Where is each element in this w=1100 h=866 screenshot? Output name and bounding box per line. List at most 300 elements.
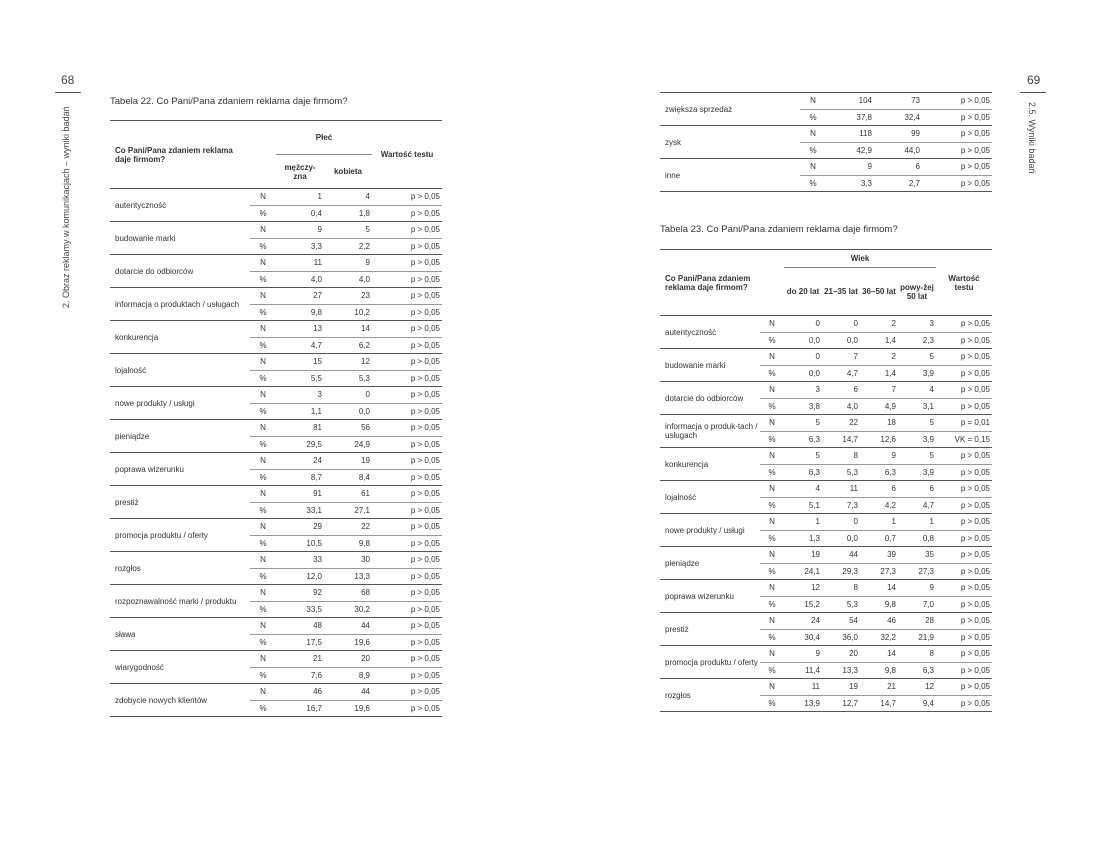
table-22-cont-pct-value: 3,3	[826, 175, 874, 192]
table-22-cont-row-label: zwiększa sprzedaż	[660, 93, 800, 126]
table-22-row-label: budowanie marki	[110, 222, 250, 255]
table-23-test-value: p = 0,01	[936, 415, 992, 432]
table-22-n-value: 12	[324, 354, 372, 371]
table-22-row-label: wiarygodność	[110, 651, 250, 684]
table-22-n-value: 14	[324, 321, 372, 338]
table-23-n-value: 39	[860, 547, 898, 564]
table-23-n-value: 35	[898, 547, 936, 564]
running-head-left: 2. Obraz reklamy w komunikacjach – wyniki badań	[61, 106, 71, 308]
table-23	[660, 249, 992, 712]
table-23-row-label: poprawa wizerunku	[660, 580, 760, 613]
table-23-marker-n: N	[760, 613, 784, 630]
table-22-continuation	[660, 92, 992, 192]
table-23-pct-value: 27,3	[860, 563, 898, 580]
table-22-marker-pct: %	[250, 667, 276, 684]
table-23-marker-n: N	[760, 580, 784, 597]
table-22-marker-n: N	[250, 288, 276, 305]
table-23-row-n	[660, 481, 992, 498]
table-22-marker-n: N	[250, 519, 276, 536]
table-22-n-value: 48	[276, 618, 324, 635]
table-22-cont-row-n	[660, 159, 992, 176]
table-23-marker-n: N	[760, 316, 784, 333]
table-23-n-value: 9	[898, 580, 936, 597]
table-23-pct-value: 4,7	[898, 497, 936, 514]
table-23-marker-pct: %	[760, 695, 784, 712]
table-22-marker-n: N	[250, 486, 276, 503]
table-23-test-value: p > 0,05	[936, 349, 992, 366]
table-22-pct-value: 0,0	[324, 403, 372, 420]
table-22-row-label: informacja o produktach / usługach	[110, 288, 250, 321]
table-23-col-age-3: powy-żej 50 lat	[898, 268, 936, 316]
table-23-pct-value: 15,2	[784, 596, 822, 613]
table-22-pct-value: 4,7	[276, 337, 324, 354]
table-22-pct-value: 7,6	[276, 667, 324, 684]
table-22-cont-n-value: 99	[874, 126, 922, 143]
table-23-test-value: VK = 0,15	[936, 431, 992, 448]
table-23-marker-pct: %	[760, 530, 784, 547]
table-23-pct-value: 1,4	[860, 365, 898, 382]
table-22-row-label: nowe produkty / usługi	[110, 387, 250, 420]
table-22-marker-n: N	[250, 387, 276, 404]
table-23-row-label: autentyczność	[660, 316, 760, 349]
table-23-n-value: 1	[898, 514, 936, 531]
table-22-row-label: zdobycie nowych klientów	[110, 684, 250, 717]
table-22-marker-n: N	[250, 189, 276, 206]
table-23-pct-value: 3,9	[898, 365, 936, 382]
table-22-cont-marker-pct: %	[800, 142, 826, 159]
table-22-n-value: 15	[276, 354, 324, 371]
table-23-n-value: 12	[784, 580, 822, 597]
table-22-cont-pct-value: 2,7	[874, 175, 922, 192]
table-22-pct-value: 10,2	[324, 304, 372, 321]
table-23-test-value: p > 0,05	[936, 563, 992, 580]
table-23-pct-value: 4,2	[860, 497, 898, 514]
table-23-pct-value: 7,3	[822, 497, 860, 514]
table-23-n-value: 7	[860, 382, 898, 399]
table-22-test-value: p > 0,05	[372, 651, 442, 668]
table-22-n-value: 19	[324, 453, 372, 470]
table-23-pct-value: 29,3	[822, 563, 860, 580]
table-23-pct-value: 1,4	[860, 332, 898, 349]
table-22-test-value: p > 0,05	[372, 486, 442, 503]
table-23-test-value: p > 0,05	[936, 662, 992, 679]
table-23-n-value: 44	[822, 547, 860, 564]
table-22-pct-value: 33,1	[276, 502, 324, 519]
table-22-cont-row-label: zysk	[660, 126, 800, 159]
table-23-pct-value: 4,7	[822, 365, 860, 382]
table-23-n-value: 14	[860, 580, 898, 597]
table-23-row-n	[660, 580, 992, 597]
table-23-n-value: 2	[860, 316, 898, 333]
table-22-test-value: p > 0,05	[372, 502, 442, 519]
table-23-row-n	[660, 514, 992, 531]
table-23-n-value: 11	[822, 481, 860, 498]
table-22-n-value: 11	[276, 255, 324, 272]
table-23-marker-pct: %	[760, 563, 784, 580]
table-23-pct-value: 5,3	[822, 596, 860, 613]
table-22-cont-pct-value: 37,8	[826, 109, 874, 126]
table-23-n-value: 6	[822, 382, 860, 399]
running-head-right: 2.5. Wyniki badań	[1027, 102, 1037, 174]
table-22-test-value: p > 0,05	[372, 667, 442, 684]
table-23-n-value: 22	[822, 415, 860, 432]
table-23-row-n	[660, 646, 992, 663]
table-23-marker-pct: %	[760, 629, 784, 646]
table-23-test-value: p > 0,05	[936, 365, 992, 382]
table-22-row-n	[110, 552, 442, 569]
table-22-test-value: p > 0,05	[372, 684, 442, 701]
table-22-marker-pct: %	[250, 370, 276, 387]
table-22-cont-pct-value: 32,4	[874, 109, 922, 126]
table-22-pct-value: 30,2	[324, 601, 372, 618]
table-22-n-value: 9	[324, 255, 372, 272]
table-23-n-value: 1	[784, 514, 822, 531]
table-23-row-n	[660, 382, 992, 399]
table-23-n-value: 5	[784, 448, 822, 465]
table-23-n-value: 6	[898, 481, 936, 498]
table-23-question-header: Co Pani/Pana zdaniem reklama daje firmom?	[660, 250, 760, 316]
table-22-n-value: 0	[324, 387, 372, 404]
table-23-pct-value: 11,4	[784, 662, 822, 679]
table-22-test-value: p > 0,05	[372, 469, 442, 486]
table-23-test-value: p > 0,05	[936, 596, 992, 613]
table-22-marker-pct: %	[250, 436, 276, 453]
table-22-pct-value: 19,6	[324, 700, 372, 717]
table-23-marker-n: N	[760, 382, 784, 399]
table-22-marker-pct: %	[250, 238, 276, 255]
table-22-pct-value: 1,8	[324, 205, 372, 222]
table-23-pct-value: 4,0	[822, 398, 860, 415]
table-22-marker-n: N	[250, 618, 276, 635]
table-22-pct-value: 27,1	[324, 502, 372, 519]
table-22-row-n	[110, 288, 442, 305]
table-22-n-value: 68	[324, 585, 372, 602]
table-22-pct-value: 4,0	[324, 271, 372, 288]
table-22-test-value: p > 0,05	[372, 601, 442, 618]
table-22-marker-pct: %	[250, 403, 276, 420]
table-22-row-n	[110, 420, 442, 437]
page-number-rule-right	[1020, 92, 1046, 93]
table-23-test-value: p > 0,05	[936, 332, 992, 349]
table-22-n-value: 21	[276, 651, 324, 668]
table-22-marker-pct: %	[250, 601, 276, 618]
table-23-test-value: p > 0,05	[936, 448, 992, 465]
table-23-pct-value: 0,7	[860, 530, 898, 547]
table-23-caption: Tabela 23. Co Pani/Pana zdaniem reklama daje firmom?	[660, 224, 898, 235]
table-22-row-n	[110, 585, 442, 602]
table-22-marker-pct: %	[250, 634, 276, 651]
table-22-marker-pct: %	[250, 205, 276, 222]
table-23-row-n	[660, 448, 992, 465]
table-22-marker-pct: %	[250, 535, 276, 552]
page-number-left: 68	[61, 73, 75, 87]
table-22-caption: Tabela 22. Co Pani/Pana zdaniem reklama daje firmom?	[110, 96, 348, 107]
table-23-col-age-1: 21–35 lat	[822, 268, 860, 316]
table-22-cont-n-value: 118	[826, 126, 874, 143]
table-22-row-label: promocja produktu / oferty	[110, 519, 250, 552]
table-23-n-value: 3	[898, 316, 936, 333]
table-22-pct-value: 2,2	[324, 238, 372, 255]
table-22-marker-n: N	[250, 651, 276, 668]
table-23-row-label: prestiż	[660, 613, 760, 646]
table-23-n-value: 18	[860, 415, 898, 432]
table-22-marker-n: N	[250, 420, 276, 437]
table-23-n-value: 5	[784, 415, 822, 432]
table-22-test-value: p > 0,05	[372, 519, 442, 536]
table-22-row-n	[110, 354, 442, 371]
table-23-test-value: p > 0,05	[936, 613, 992, 630]
table-22-pct-value: 9,8	[324, 535, 372, 552]
table-22-test-value: p > 0,05	[372, 436, 442, 453]
table-22-cont-marker-n: N	[800, 126, 826, 143]
table-23-n-value: 0	[784, 316, 822, 333]
table-23-test-value: p > 0,05	[936, 530, 992, 547]
table-23-row-label: budowanie marki	[660, 349, 760, 382]
table-22-cont-n-value: 9	[826, 159, 874, 176]
table-22-n-value: 13	[276, 321, 324, 338]
table-23-test-value: p > 0,05	[936, 514, 992, 531]
table-23-pct-value: 0,0	[784, 365, 822, 382]
table-23-pct-value: 6,3	[898, 662, 936, 679]
table-23-pct-value: 9,4	[898, 695, 936, 712]
table-23-row-label: nowe produkty / usługi	[660, 514, 760, 547]
table-23-n-value: 21	[860, 679, 898, 696]
table-22-row-label: rozgłos	[110, 552, 250, 585]
table-23-pct-value: 21,9	[898, 629, 936, 646]
table-22-pct-value: 19,6	[324, 634, 372, 651]
table-23-pct-value: 32,2	[860, 629, 898, 646]
table-23-pct-value: 12,7	[822, 695, 860, 712]
table-23-test-value: p > 0,05	[936, 464, 992, 481]
table-22-cont-n-value: 6	[874, 159, 922, 176]
table-22-test-value: p > 0,05	[372, 321, 442, 338]
table-22-marker-pct: %	[250, 271, 276, 288]
table-22-n-value: 33	[276, 552, 324, 569]
table-22-marker-n: N	[250, 255, 276, 272]
table-22-n-value: 91	[276, 486, 324, 503]
table-22-cont-test-value: p > 0,05	[922, 159, 992, 176]
table-22-n-value: 44	[324, 618, 372, 635]
table-23-row-label: konkurencja	[660, 448, 760, 481]
table-22-marker-n: N	[250, 453, 276, 470]
table-23-n-value: 2	[860, 349, 898, 366]
table-22-cont-test-value: p > 0,05	[922, 109, 992, 126]
table-22-row-n	[110, 321, 442, 338]
table-23-test-value: p > 0,05	[936, 382, 992, 399]
table-23-marker-pct: %	[760, 398, 784, 415]
table-22-marker-n: N	[250, 354, 276, 371]
table-23-n-value: 14	[860, 646, 898, 663]
table-22-n-value: 46	[276, 684, 324, 701]
table-22-group-header: Płeć	[276, 121, 372, 155]
table-22-test-header: Wartość testu	[372, 121, 442, 189]
table-22-test-value: p > 0,05	[372, 189, 442, 206]
table-23-test-value: p > 0,05	[936, 547, 992, 564]
table-22-test-value: p > 0,05	[372, 271, 442, 288]
table-22-marker-n: N	[250, 222, 276, 239]
table-23-n-value: 4	[784, 481, 822, 498]
table-22-test-value: p > 0,05	[372, 700, 442, 717]
table-23-row-label: dotarcie do odbiorców	[660, 382, 760, 415]
table-22-row-n	[110, 651, 442, 668]
table-23-test-header: Wartość testu	[936, 250, 992, 316]
table-22-row-n	[110, 387, 442, 404]
table-22-cont-row-n	[660, 126, 992, 143]
table-23-test-value: p > 0,05	[936, 481, 992, 498]
table-22-cont-pct-value: 44,0	[874, 142, 922, 159]
table-23-row-n	[660, 547, 992, 564]
table-22-n-value: 22	[324, 519, 372, 536]
table-22-cont-marker-pct: %	[800, 175, 826, 192]
table-23-pct-value: 14,7	[822, 431, 860, 448]
table-23-test-value: p > 0,05	[936, 497, 992, 514]
table-23-n-value: 8	[898, 646, 936, 663]
table-22-test-value: p > 0,05	[372, 370, 442, 387]
table-23-test-value: p > 0,05	[936, 695, 992, 712]
table-23-pct-value: 3,9	[898, 431, 936, 448]
table-23-n-value: 9	[784, 646, 822, 663]
table-22-row-label: poprawa wizerunku	[110, 453, 250, 486]
table-22-test-value: p > 0,05	[372, 354, 442, 371]
table-22-test-value: p > 0,05	[372, 535, 442, 552]
table-22-col-male: mężczy-zna	[276, 155, 324, 189]
table-23-n-value: 46	[860, 613, 898, 630]
table-22-cont-test-value: p > 0,05	[922, 142, 992, 159]
table-23-row-n	[660, 415, 992, 432]
table-22-test-value: p > 0,05	[372, 222, 442, 239]
table-22-pct-value: 5,5	[276, 370, 324, 387]
table-23-test-value: p > 0,05	[936, 629, 992, 646]
table-22-row-n	[110, 189, 442, 206]
table-22-row-label: autentyczność	[110, 189, 250, 222]
table-23-marker-n: N	[760, 646, 784, 663]
table-22-test-value: p > 0,05	[372, 288, 442, 305]
table-22-cont-pct-value: 42,9	[826, 142, 874, 159]
table-22-n-value: 1	[276, 189, 324, 206]
table-22-marker-n: N	[250, 585, 276, 602]
table-22-row-n	[110, 684, 442, 701]
table-23-marker-n: N	[760, 481, 784, 498]
table-23-pct-value: 7,0	[898, 596, 936, 613]
table-23-pct-value: 0,0	[822, 332, 860, 349]
table-22-row-n	[110, 486, 442, 503]
table-23-n-value: 3	[784, 382, 822, 399]
table-23-row-label: rozgłos	[660, 679, 760, 712]
table-23-n-value: 5	[898, 349, 936, 366]
table-23-pct-value: 3,9	[898, 464, 936, 481]
table-23-pct-value: 9,8	[860, 662, 898, 679]
table-22-marker-pct: %	[250, 469, 276, 486]
table-22-row-label: lojalność	[110, 354, 250, 387]
table-22-test-value: p > 0,05	[372, 552, 442, 569]
table-22-test-value: p > 0,05	[372, 618, 442, 635]
table-22-cont-row-label: inne	[660, 159, 800, 192]
table-23-marker-pct: %	[760, 332, 784, 349]
table-23-pct-value: 0,8	[898, 530, 936, 547]
table-22-n-value: 92	[276, 585, 324, 602]
table-23-n-value: 7	[822, 349, 860, 366]
table-23-marker-n: N	[760, 514, 784, 531]
table-23-marker-pct: %	[760, 431, 784, 448]
table-22-cont-marker-n: N	[800, 93, 826, 110]
table-22-n-value: 27	[276, 288, 324, 305]
table-22-row-label: pieniądze	[110, 420, 250, 453]
table-23-pct-value: 3,1	[898, 398, 936, 415]
table-22-pct-value: 29,5	[276, 436, 324, 453]
table-23-col-age-0: do 20 lat	[784, 268, 822, 316]
table-23-pct-value: 14,7	[860, 695, 898, 712]
table-23-row-n	[660, 316, 992, 333]
table-23-n-value: 9	[860, 448, 898, 465]
table-22-test-value: p > 0,05	[372, 568, 442, 585]
table-23-n-value: 6	[860, 481, 898, 498]
table-22-n-value: 3	[276, 387, 324, 404]
table-23-pct-value: 5,1	[784, 497, 822, 514]
table-22-row-n	[110, 618, 442, 635]
table-22-n-value: 29	[276, 519, 324, 536]
table-22-marker-pct: %	[250, 304, 276, 321]
table-22-row-label: rozpoznawalność marki / produktu	[110, 585, 250, 618]
table-22-pct-value: 5,3	[324, 370, 372, 387]
table-23-n-value: 8	[822, 448, 860, 465]
table-23-row-n	[660, 679, 992, 696]
table-22-marker-n: N	[250, 684, 276, 701]
table-23-pct-value: 0,0	[822, 530, 860, 547]
table-23-test-value: p > 0,05	[936, 646, 992, 663]
table-23-test-value: p > 0,05	[936, 316, 992, 333]
table-23-n-value: 19	[784, 547, 822, 564]
table-22-n-value: 30	[324, 552, 372, 569]
table-23-row-label: promocja produktu / oferty	[660, 646, 760, 679]
page-number-right: 69	[1027, 73, 1041, 87]
table-22-row-n	[110, 453, 442, 470]
table-22-cont-marker-n: N	[800, 159, 826, 176]
table-22-pct-value: 8,7	[276, 469, 324, 486]
table-23-test-value: p > 0,05	[936, 679, 992, 696]
table-22-row-n	[110, 519, 442, 536]
table-22-test-value: p > 0,05	[372, 585, 442, 602]
table-22-test-value: p > 0,05	[372, 205, 442, 222]
table-22-pct-value: 0,4	[276, 205, 324, 222]
table-22-pct-value: 12,0	[276, 568, 324, 585]
table-23-pct-value: 9,8	[860, 596, 898, 613]
table-23-pct-value: 0,0	[784, 332, 822, 349]
table-22-cont-test-value: p > 0,05	[922, 175, 992, 192]
table-22-test-value: p > 0,05	[372, 420, 442, 437]
table-23-marker-n: N	[760, 547, 784, 564]
table-23-pct-value: 13,3	[822, 662, 860, 679]
table-23-n-value: 20	[822, 646, 860, 663]
table-23-pct-value: 13,9	[784, 695, 822, 712]
table-22-n-value: 9	[276, 222, 324, 239]
table-22-n-value: 56	[324, 420, 372, 437]
table-23-test-value: p > 0,05	[936, 398, 992, 415]
table-22-row-n	[110, 255, 442, 272]
table-22-marker-pct: %	[250, 568, 276, 585]
table-23-row-n	[660, 613, 992, 630]
table-23-marker-pct: %	[760, 464, 784, 481]
table-22-marker-pct: %	[250, 502, 276, 519]
table-23-n-value: 19	[822, 679, 860, 696]
table-23-n-value: 1	[860, 514, 898, 531]
table-23-test-value: p > 0,05	[936, 580, 992, 597]
table-22-n-value: 5	[324, 222, 372, 239]
table-22-n-value: 20	[324, 651, 372, 668]
table-22-n-value: 44	[324, 684, 372, 701]
table-22-test-value: p > 0,05	[372, 387, 442, 404]
table-23-pct-value: 1,3	[784, 530, 822, 547]
table-22-cont-test-value: p > 0,05	[922, 93, 992, 110]
